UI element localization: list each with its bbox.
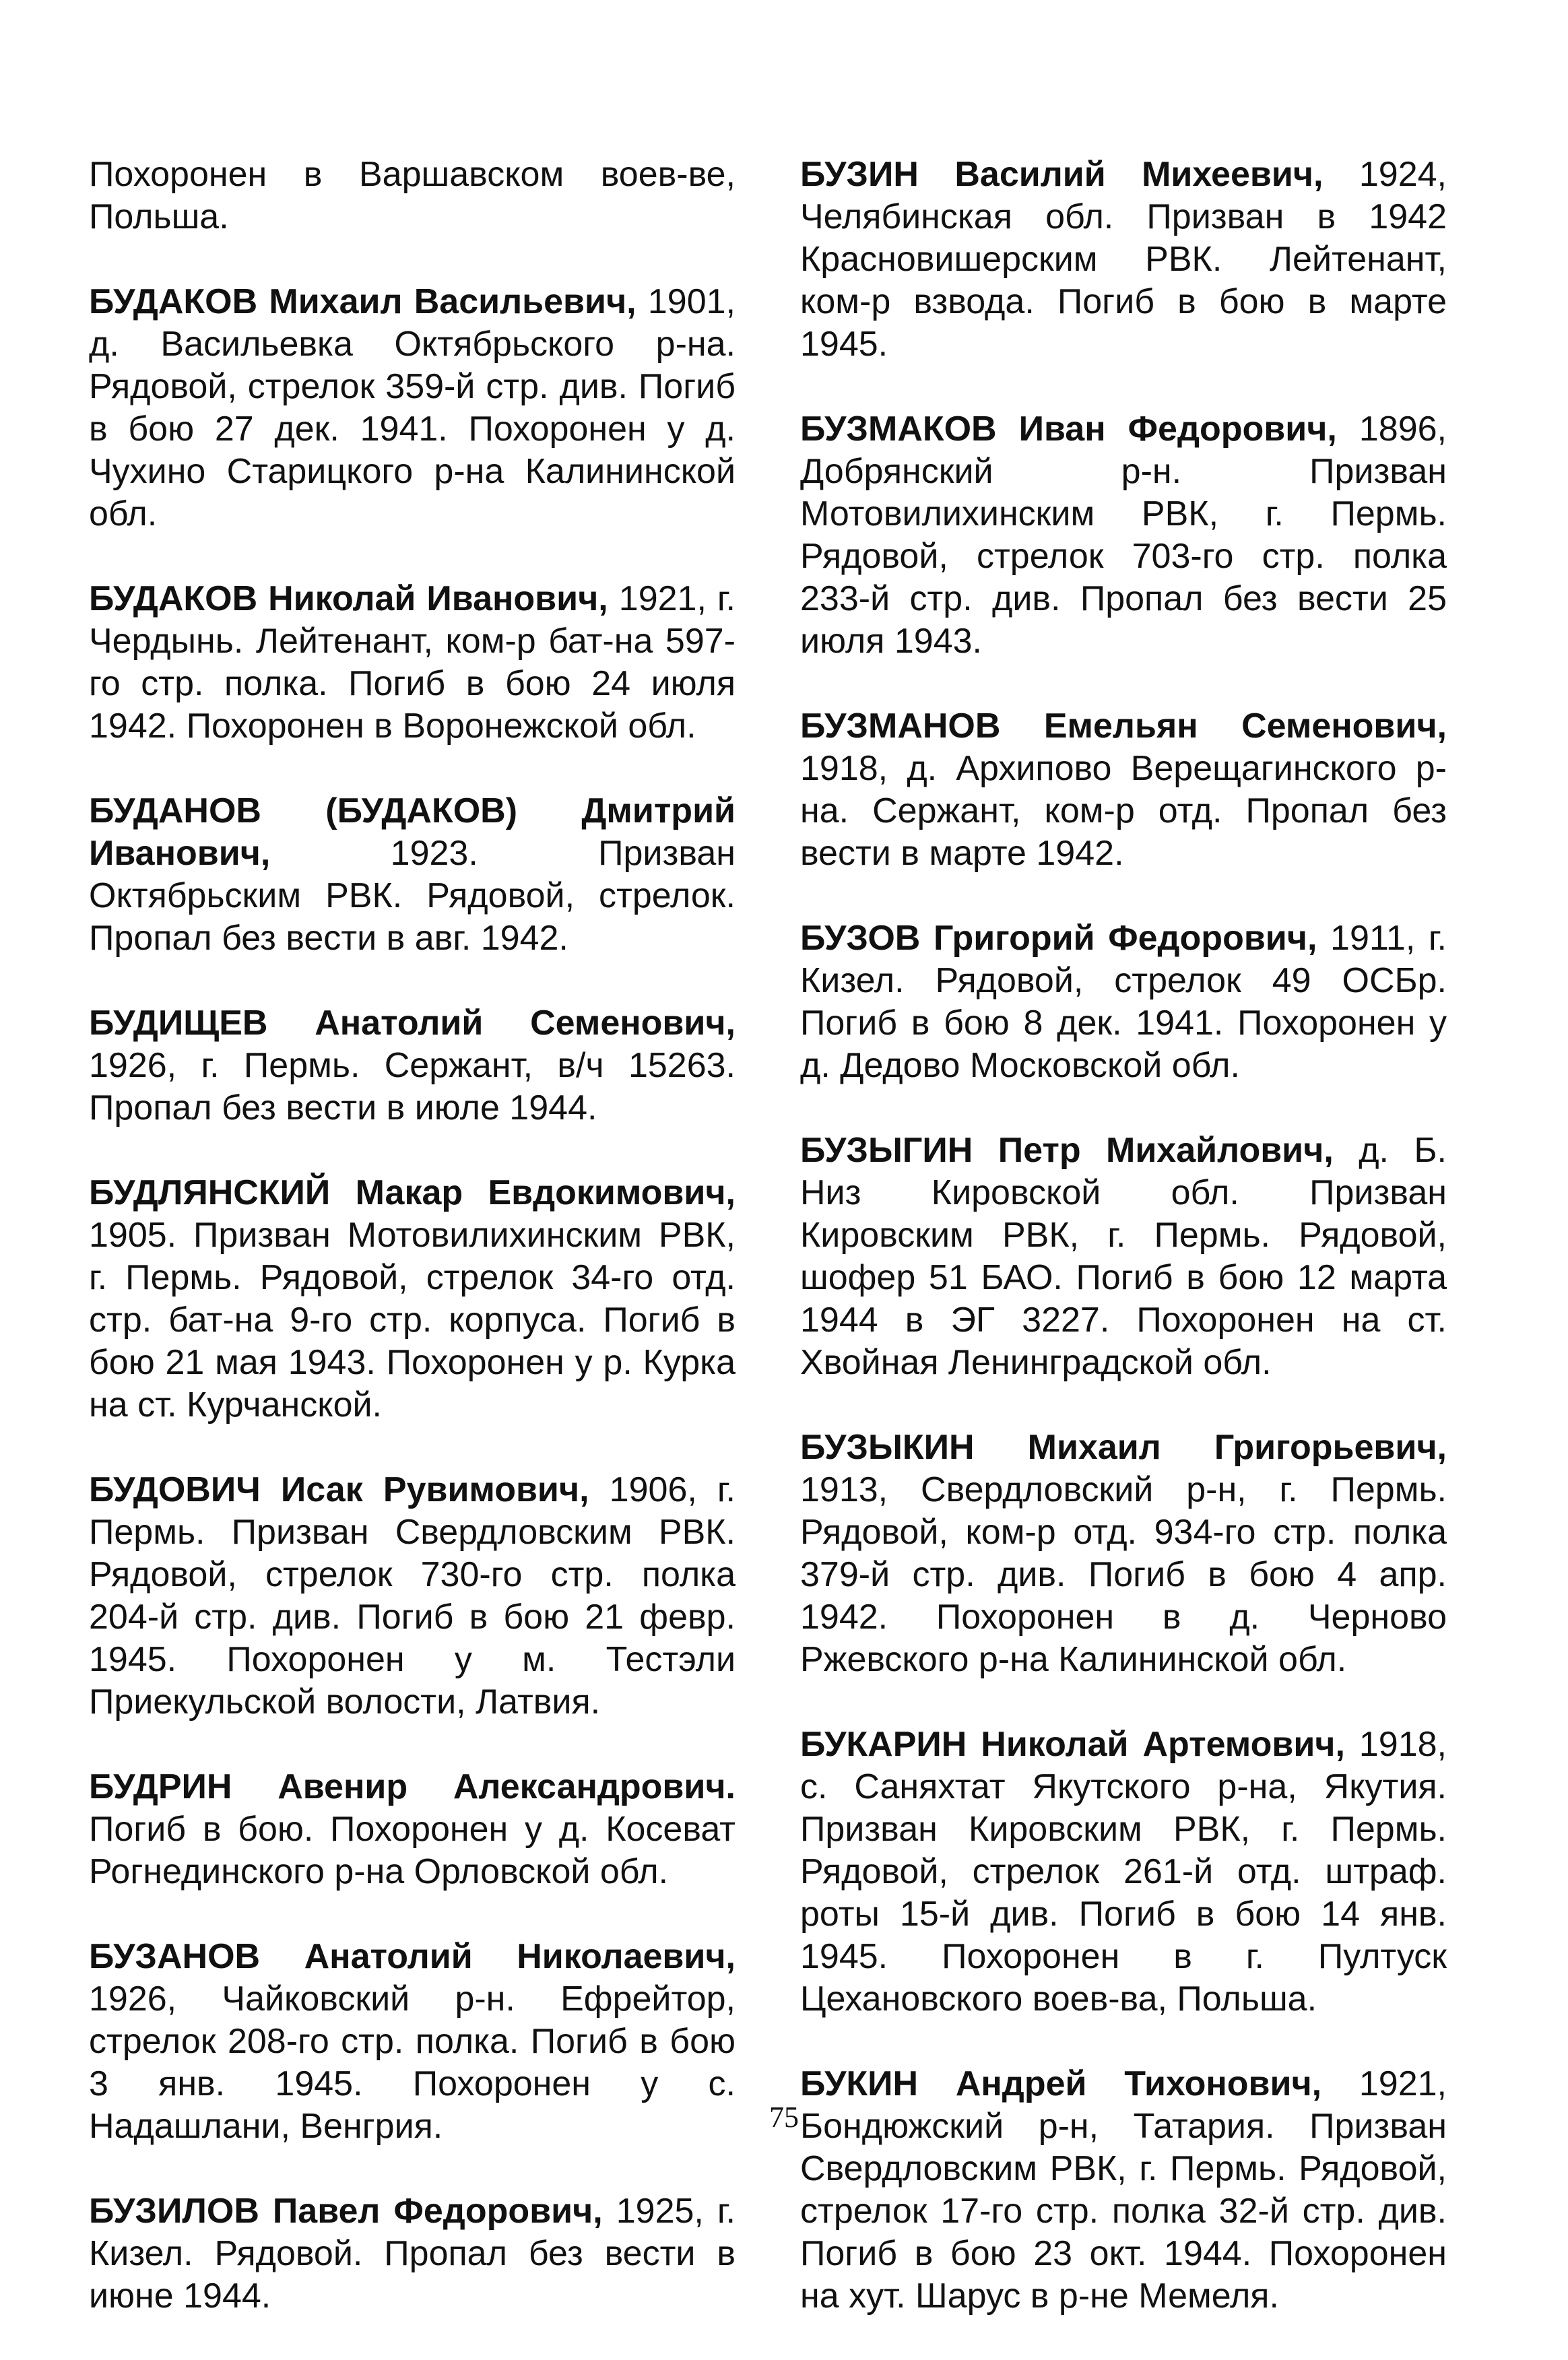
continuation-text: Похоронен в Варшавском воев-ве, Польша.	[89, 155, 736, 236]
entry-text: 1901, д. Васильевка Октябрьского р-на. Рядовой, стрелок 359-й стр. див. Погиб в бою 27 дек. 1941. Похоронен у д. Чухино Старицкого р-на Калининской обл.	[89, 282, 736, 533]
entry-text: 1921, г. Чердынь. Лейтенант, ком-р бат-на 597-го стр. полка. Погиб в бою 24 июля 1942. Похоронен в Воронежской обл.	[89, 579, 736, 746]
entry	[800, 917, 1447, 1087]
entry-text: 1905. Призван Мотовилихинским РВК, г. Пермь. Рядовой, стрелок 34-го отд. стр. бат-на 9-го стр. корпуса. Погиб в бою 21 мая 1943. Похоронен у р. Курка на ст. Курчанской.	[89, 1216, 736, 1424]
entry-name: БУДАКОВ Николай Иванович,	[89, 579, 608, 618]
entry	[800, 154, 1447, 366]
entry-text: 1921, Бондюжский р-н, Татария. Призван Свердловским РВК, г. Пермь. Рядовой, стрелок 17-го стр. полка 32-й стр. див. Погиб в бою 23 окт. 1944. Похоронен на хут. Шарус в р-не Мемеля.	[800, 2064, 1447, 2316]
entry	[89, 578, 736, 748]
entry-text: 1906, г. Пермь. Призван Свердловским РВК. Рядовой, стрелок 730-го стр. полка 204-й стр. див. Погиб в бою 21 февр. 1945. Похоронен у м. Тестэли Приекульской волости, Латвия.	[89, 1470, 736, 1722]
page-number: 75	[769, 2101, 799, 2134]
entry-name: БУДАНОВ (БУДАКОВ) Дмитрий Иванович,	[89, 791, 736, 873]
entry-text: 1896, Добрянский р-н. Призван Мотовилихинским РВК, г. Пермь. Рядовой, стрелок 703-го стр. полка 233-й стр. див. Пропал без вести 25 июля 1943.	[800, 409, 1447, 661]
entry	[800, 1724, 1447, 2021]
left-column	[89, 154, 736, 2360]
entry	[89, 1172, 736, 1427]
entry-text: 1913, Свердловский р-н, г. Пермь. Рядовой, ком-р отд. 934-го стр. полка 379-й стр. див. Погиб в бою 4 апр. 1942. Похоронен в д. Черново Ржевского р-на Калининской обл.	[800, 1470, 1447, 1679]
entry-text: 1918, с. Саняхтат Якутского р-на, Якутия. Призван Кировским РВК, г. Пермь. Рядовой, стрелок 261-й отд. штраф. роты 15-й див. Погиб в бою 14 янв. 1945. Похоронен в г. Пултуск Цехановского воев-ва, Польша.	[800, 1725, 1447, 2019]
entry-name: БУДЛЯНСКИЙ Макар Евдокимович,	[89, 1173, 736, 1212]
entry	[89, 1766, 736, 1893]
entry-text: 1924, Челябинская обл. Призван в 1942 Красновишерским РВК. Лейтенант, ком-р взвода. Погиб в бою в марте 1945.	[800, 155, 1447, 364]
entry	[89, 790, 736, 960]
entry-name: БУДРИН Авенир Александрович.	[89, 1767, 736, 1806]
entry	[89, 281, 736, 535]
entry-name: БУЗМАНОВ Емельян Семенович,	[800, 707, 1447, 746]
entry-text: д. Б. Низ Кировской обл. Призван Кировским РВК, г. Пермь. Рядовой, шофер 51 БАО. Погиб в бою 12 марта 1944 в ЭГ 3227. Похоронен на ст. Хвойная Ленинградской обл.	[800, 1131, 1447, 1382]
entry	[800, 705, 1447, 875]
entry-text: 1911, г. Кизел. Рядовой, стрелок 49 ОСБр. Погиб в бою 8 дек. 1941. Похоронен у д. Дедово Московской обл.	[800, 919, 1447, 1085]
entry-text: 1926, Чайковский р-н. Ефрейтор, стрелок 208-го стр. полка. Погиб в бою 3 янв. 1945. Похоронен у с. Надашлани, Венгрия.	[89, 1979, 736, 2146]
entry-name: БУЗЫКИН Михаил Григорьевич,	[800, 1428, 1447, 1467]
entry	[89, 1002, 736, 1129]
entry-name: БУДАКОВ Михаил Васильевич,	[89, 282, 636, 321]
entry-name: БУКАРИН Николай Артемович,	[800, 1725, 1345, 1764]
entry	[89, 2190, 736, 2318]
right-column	[800, 154, 1447, 2360]
entry	[800, 1427, 1447, 1681]
entry	[800, 408, 1447, 663]
entry-name: БУЗИЛОВ Павел Федорович,	[89, 2192, 603, 2231]
entry-text: Погиб в бою. Похоронен у д. Косеват Рогнединского р-на Орловской обл.	[89, 1810, 736, 1891]
entry-name: БУЗИН Василий Михеевич,	[800, 155, 1324, 194]
entry-text: 1925, г. Кизел. Рядовой. Пропал без вести в июне 1944.	[89, 2192, 736, 2316]
entry-text: 1918, д. Архипово Верещагинского р-на. Сержант, ком-р отд. Пропал без вести в марте 1942.	[800, 749, 1447, 873]
entry-name: БУЗМАКОВ Иван Федорович,	[800, 409, 1337, 449]
entry-text: 1926, г. Пермь. Сержант, в/ч 15263. Пропал без вести в июле 1944.	[89, 1046, 736, 1127]
entry-name: БУЗОВ Григорий Федорович,	[800, 919, 1317, 958]
entry-name: БУЗАНОВ Анатолий Николаевич,	[89, 1937, 736, 1976]
entry	[800, 1129, 1447, 1384]
entry-name: БУКИН Андрей Тихонович,	[800, 2064, 1322, 2103]
entry-name: БУДОВИЧ Исак Рувимович,	[89, 1470, 589, 1509]
entry-text: 1923. Призван Октябрьским РВК. Рядовой, стрелок. Пропал без вести в авг. 1942.	[89, 834, 736, 958]
entry	[89, 1469, 736, 1724]
entry-name: БУЗЫГИН Петр Михайлович,	[800, 1131, 1334, 1170]
entry-name: БУДИЩЕВ Анатолий Семенович,	[89, 1004, 736, 1043]
